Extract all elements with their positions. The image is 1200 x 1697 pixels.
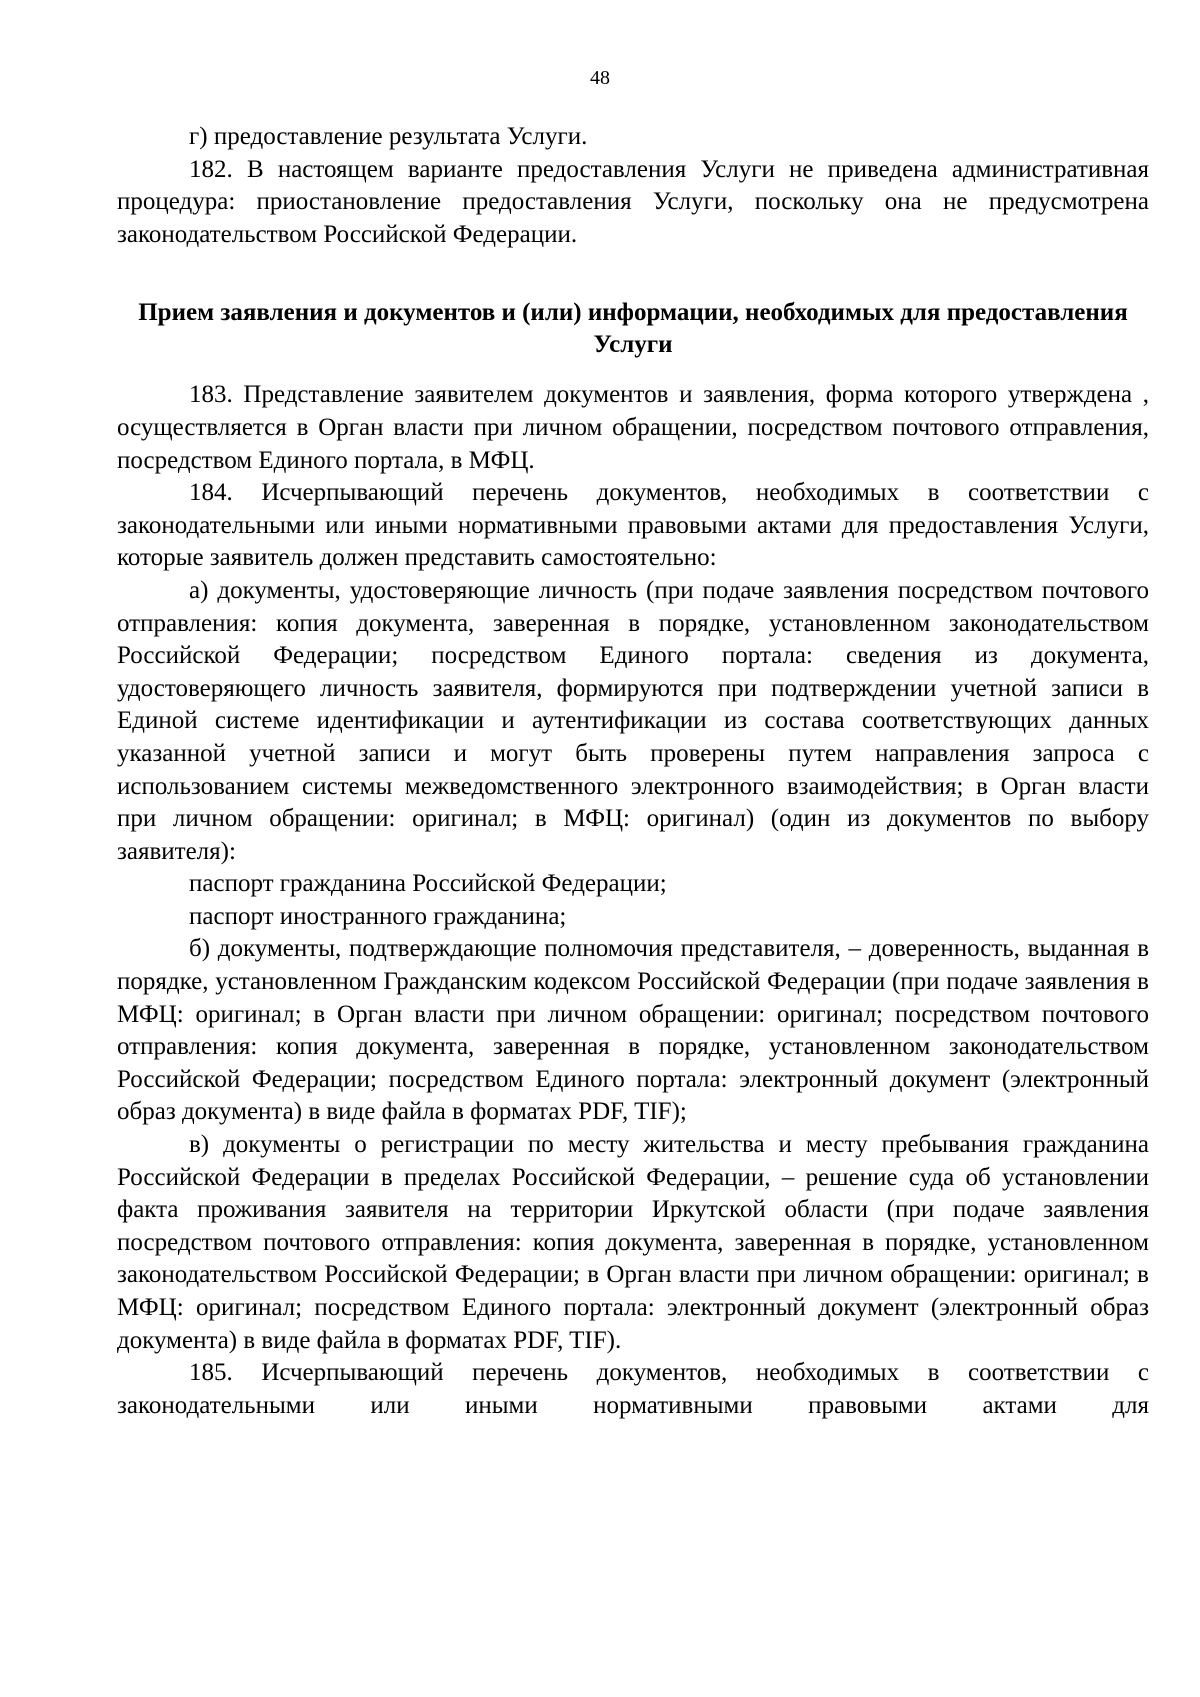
page-content — [117, 121, 1149, 1422]
paragraph-183: 183. Представление заявителем документов и заявления, форма которого утверждена , осуществляется в Орган власти при личном обращении, посредством почтового отправления, посредством Единого портала, в МФЦ. — [117, 381, 1149, 474]
paragraph-item-b: б) документы, подтверждающие полномочия представителя, – доверенность, выданная в порядке, установленном Гражданским кодексом Российской Федерации (при подаче заявления в МФЦ: оригинал; в Орган власти при личном обращении: оригинал; посредством почтового отправления: копия документа, заверенная в порядке, установленном законодательством Российской Федерации; посредством Единого портала: электронный документ (электронный образ документа) в виде файла в форматах PDF, TIF); — [117, 935, 1149, 1126]
paragraph-182: 182. В настоящем варианте предоставления Услуги не приведена административная процедура: приостановление предоставления Услуги, поскольку она не предусмотрена законодательством Российской Федерации. — [117, 155, 1149, 248]
list-item-passport-rf: паспорт гражданина Российской Федерации; — [189, 870, 667, 898]
section-heading: Прием заявления и документов и (или) информации, необходимых для предоставления Услуги — [138, 299, 1128, 359]
paragraph-item-g: г) предоставление результата Услуги. — [189, 123, 588, 150]
paragraph-184: 184. Исчерпывающий перечень документов, необходимых в соответствии с законодательными или иными нормативными правовыми актами для предоставления Услуги, которые заявитель должен представить самостоятельно: — [117, 479, 1149, 572]
paragraph-185: 185. Исчерпывающий перечень документов, необходимых в соответствии с законодательными или иными нормативными правовыми актами для — [117, 1359, 1149, 1419]
page-number: 48 — [590, 67, 610, 89]
list-item-passport-foreign: паспорт иностранного гражданина; — [189, 902, 567, 930]
paragraph-item-a: а) документы, удостоверяющие личность (при подаче заявления посредством почтового отправления: копия документа, заверенная в порядке, установленном законодательством Российской Федерации; посредством Единого портала: сведения из документа, удостоверяющего личность заявителя, формируются при подтверждении учетной записи в Единой системе идентификации и аутентификации из состава соответствующих данных указанной учетной записи и могут быть проверены путем направления запроса с использованием системы межведомственного электронного взаимодействия; в Орган власти при личном обращении: оригинал; в МФЦ: оригинал) (один из документов по выбору заявителя): — [117, 576, 1149, 865]
paragraph-item-v: в) документы о регистрации по месту жительства и месту пребывания гражданина Российской Федерации в пределах Российской Федерации, – решение суда об установлении факта проживания заявителя на территории Иркутской области (при подаче заявления посредством почтового отправления: копия документа, заверенная в порядке, установленном законодательством Российской Федерации; в Орган власти при личном обращении: оригинал; в МФЦ: оригинал; посредством Единого портала: электронный документ (электронный образ документа) в виде файла в форматах PDF, TIF). — [117, 1131, 1149, 1354]
